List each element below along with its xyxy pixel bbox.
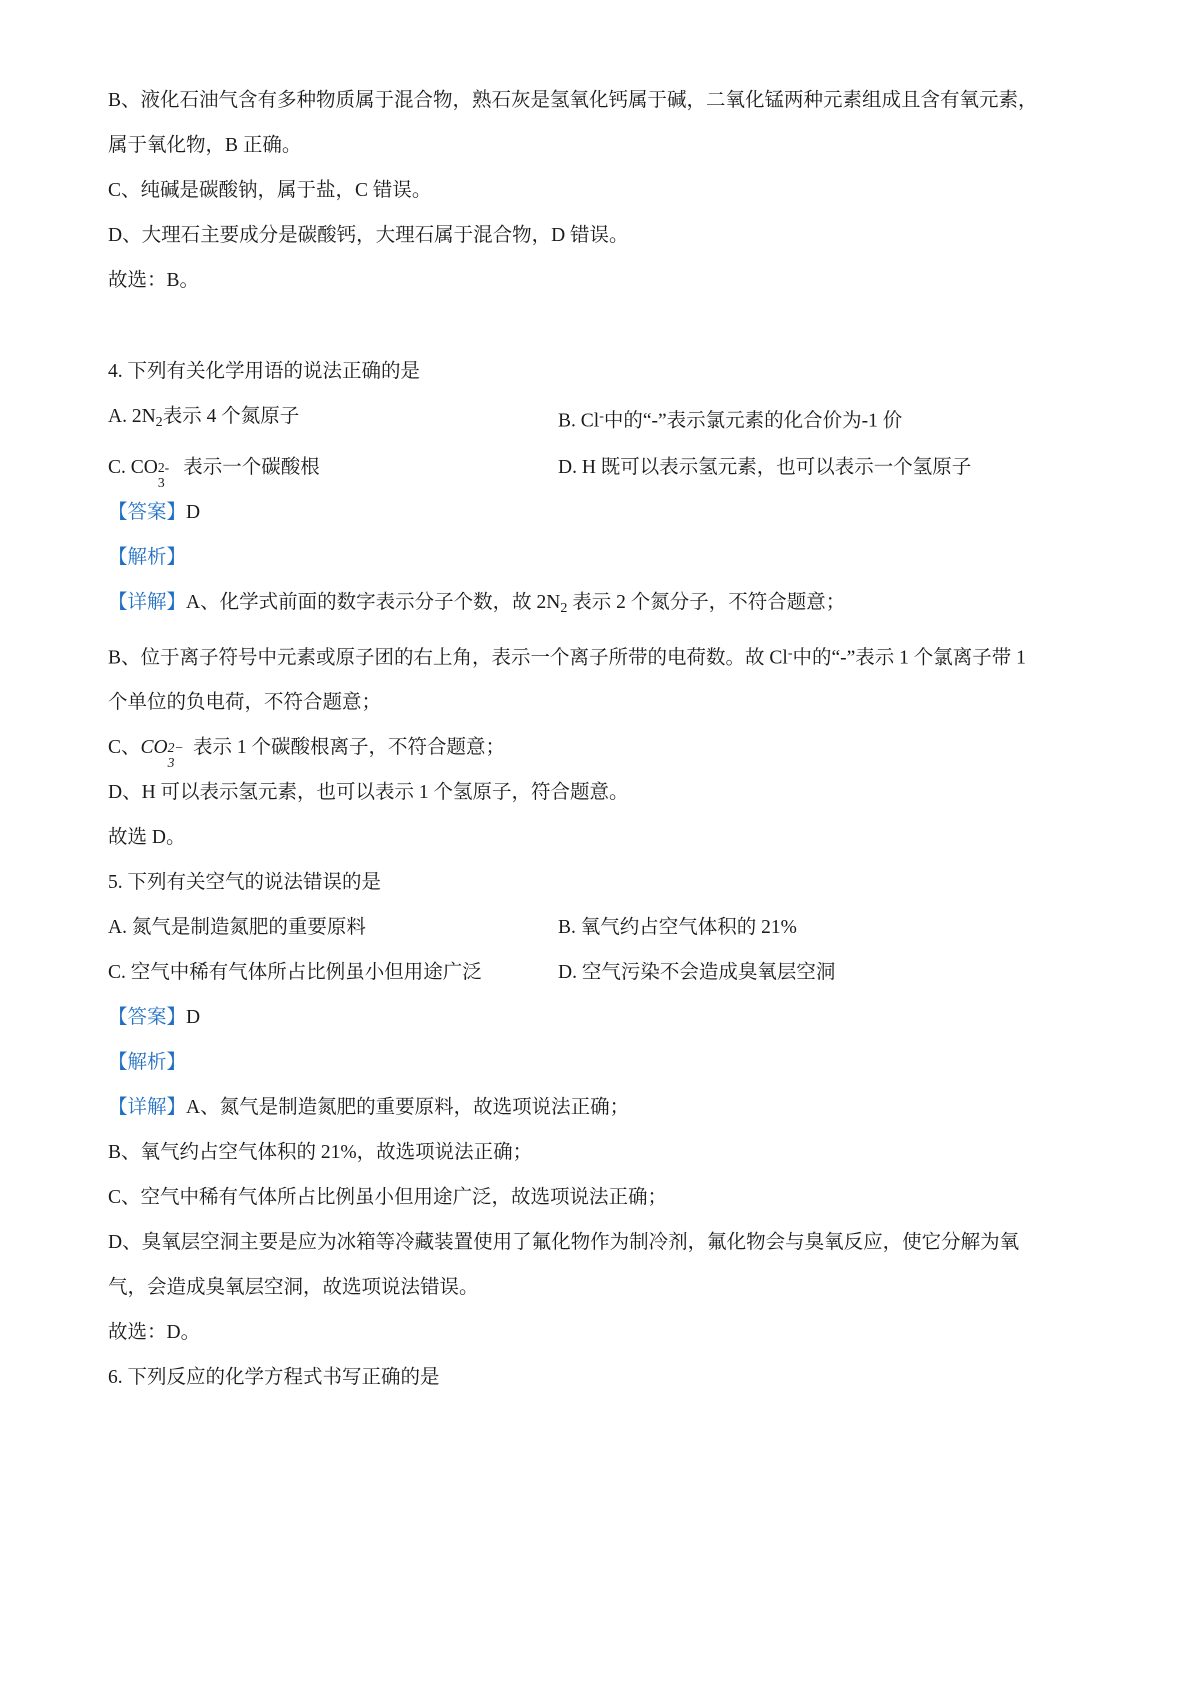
- question-5-detail-d-line2: 气，会造成臭氧层空洞，故选项说法错误。: [108, 1277, 479, 1299]
- answer-label: 【答案】: [108, 1007, 187, 1029]
- paragraph-d-explanation-q3: D、大理石主要成分是碳酸钙，大理石属于混合物，D 错误。: [108, 225, 629, 246]
- detail-a-subscript: 2: [560, 599, 568, 616]
- paragraph-b-explanation-q3-line2: 属于氧化物，B 正确。: [108, 135, 302, 156]
- question-5-conclusion: 故选：D。: [108, 1322, 201, 1344]
- detail-a-rest: 表示 2 个氮分子，不符合题意；: [567, 591, 846, 613]
- paragraph-answer-q3: 故选：B。: [108, 270, 200, 291]
- option-c-charge-group: [157, 453, 178, 490]
- question-4-options-row-1: [108, 394, 1092, 445]
- question-5-analysis-line: [108, 1040, 1092, 1085]
- detail-b-part2: 中的“-”表示 1 个氯离子带 1: [792, 647, 1026, 669]
- detail-c-rest: 表示 1 个碳酸根离子，不符合题意；: [188, 737, 505, 759]
- question-5-options-row-1: [108, 905, 1092, 950]
- question-5-option-b: B. 氧气约占空气体积的 21%: [558, 917, 797, 939]
- question-4-detail-c: [108, 725, 1092, 770]
- question-4-option-d: D. H 既可以表示氢元素，也可以表示一个氢原子: [558, 456, 972, 478]
- detail-label: 【详解】: [108, 1097, 187, 1119]
- option-c-subscript: 3: [157, 474, 165, 490]
- question-4-detail-b-line2: 个单位的负电荷，不符合题意；: [108, 692, 382, 714]
- answer-label: 【答案】: [108, 501, 187, 523]
- question-5-option-d: D. 空气污染不会造成臭氧层空洞: [558, 962, 836, 984]
- question-5-detail-c: C、空气中稀有气体所占比例虽小但用途广泛，故选项说法正确；: [108, 1187, 668, 1209]
- detail-c-formula: CO: [140, 737, 168, 759]
- question-5-detail-a: [108, 1085, 1092, 1130]
- detail-c-prefix: C、: [108, 737, 141, 759]
- question-5-stem: 5. 下列有关空气的说法错误的是: [108, 872, 382, 894]
- detail-c-charge-group: [167, 734, 188, 771]
- detail-b-part1: B、位于离子符号中元素或原子团的右上角，表示一个离子所带的电荷数。故 Cl: [108, 647, 788, 669]
- option-b-rest: 中的“-”表示氯元素的化合价为-1 价: [603, 410, 903, 432]
- question-5-option-a: A. 氮气是制造氮肥的重要原料: [108, 917, 366, 939]
- option-b-prefix: B. Cl: [558, 410, 600, 432]
- option-a-subscript: 2: [155, 413, 163, 430]
- answer-value: D: [186, 1007, 201, 1029]
- question-5-option-c: C. 空气中稀有气体所占比例虽小但用途广泛: [108, 962, 482, 984]
- detail-c-superscript: 2−: [167, 740, 184, 756]
- detail-b-superscript: -: [787, 644, 793, 661]
- question-4-conclusion: 故选 D。: [108, 827, 186, 849]
- analysis-label: 【解析】: [108, 1052, 187, 1074]
- question-4-stem: 4. 下列有关化学用语的说法正确的是: [108, 361, 421, 382]
- paragraph-c-explanation-q3: C、纯碱是碳酸钠，属于盐，C 错误。: [108, 180, 432, 201]
- question-5-options-row-2: [108, 950, 1092, 995]
- option-c-prefix: C. CO: [108, 456, 158, 478]
- question-5-detail-b: B、氧气约占空气体积的 21%，故选项说法正确；: [108, 1142, 533, 1164]
- question-4-answer-line: [108, 490, 1092, 535]
- detail-a-text: A、氮气是制造氮肥的重要原料，故选项说法正确；: [186, 1097, 630, 1119]
- question-4-option-b: [558, 394, 1092, 445]
- question-4-option-a: [108, 394, 558, 445]
- spacer: [108, 303, 1092, 349]
- question-5-answer-line: [108, 995, 1092, 1040]
- question-4-options-row-2: [108, 445, 1092, 490]
- answer-value: D: [186, 501, 201, 523]
- option-c-rest: 表示一个碳酸根: [178, 456, 320, 478]
- option-a-prefix: A. 2N: [108, 406, 156, 427]
- detail-a-prefix: A、化学式前面的数字表示分子个数，故 2N: [186, 591, 561, 613]
- option-a-rest: 表示 4 个氮原子: [162, 406, 300, 427]
- paragraph-b-explanation-q3-line1: B、液化石油气含有多种物质属于混合物，熟石灰是氢氧化钙属于碱，二氧化锰两种元素组成且含有氧元素，: [108, 90, 1038, 111]
- question-4-detail-b-line1: [108, 631, 1092, 680]
- question-4-option-c: [108, 445, 558, 490]
- option-c-superscript: 2-: [157, 459, 170, 475]
- question-4-detail-d: D、H 可以表示氢元素，也可以表示 1 个氢原子，符合题意。: [108, 782, 629, 804]
- question-6-stem: 6. 下列反应的化学方程式书写正确的是: [108, 1367, 440, 1389]
- option-b-superscript: -: [599, 408, 604, 424]
- detail-label: 【详解】: [108, 591, 187, 613]
- question-5-detail-d-line1: D、臭氧层空洞主要是应为冰箱等冷藏装置使用了氟化物作为制冷剂，氟化物会与臭氧反应，使它分解为氧: [108, 1232, 1020, 1254]
- detail-c-subscript: 3: [167, 755, 175, 771]
- question-4-analysis-line: [108, 535, 1092, 580]
- question-4-detail-a: [108, 580, 1092, 631]
- analysis-label: 【解析】: [108, 546, 187, 568]
